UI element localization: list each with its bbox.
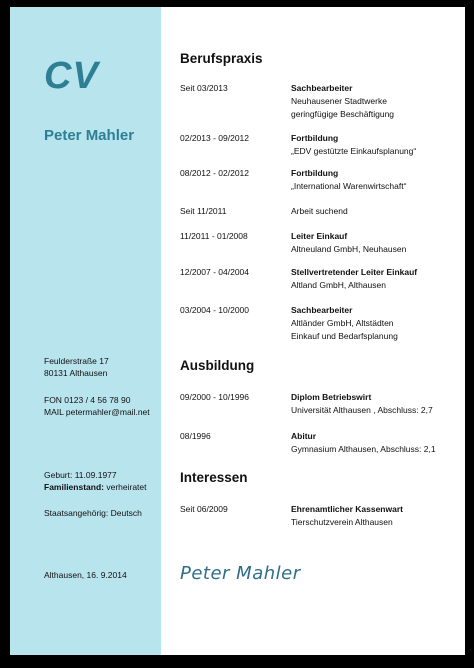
sidebar bbox=[10, 7, 161, 655]
cv-page bbox=[10, 7, 465, 655]
entry-line: Universität Althausen , Abschluss: 2,7 bbox=[291, 405, 433, 415]
signature: Peter Mahler bbox=[180, 563, 301, 584]
entry-details bbox=[291, 82, 461, 121]
main-content bbox=[180, 7, 460, 655]
section-title-experience: Berufspraxis bbox=[180, 51, 263, 66]
entry-date: 02/2013 - 09/2012 bbox=[180, 133, 250, 143]
entry-details bbox=[291, 132, 461, 158]
entry-role: Diplom Betriebswirt bbox=[291, 392, 372, 402]
section-title-interests: Interessen bbox=[180, 470, 248, 485]
entry-line: Altland GmbH, Althausen bbox=[291, 280, 386, 290]
entry-line: Gymnasium Althausen, Abschluss: 2,1 bbox=[291, 444, 436, 454]
entry-role: Leiter Einkauf bbox=[291, 231, 348, 241]
entry-role: Fortbildung bbox=[291, 133, 339, 143]
entry-line: Altländer GmbH, Altstädten bbox=[291, 318, 394, 328]
contact-block bbox=[44, 394, 150, 418]
entry-line: Arbeit suchend bbox=[291, 206, 348, 216]
entry-details bbox=[291, 391, 461, 417]
marital-status bbox=[44, 481, 147, 493]
entry-date: Seit 03/2013 bbox=[180, 83, 228, 93]
entry-details bbox=[291, 230, 461, 256]
email-address: MAIL petermahler@mail.net bbox=[44, 407, 150, 417]
entry-role: Ehrenamtlicher Kassenwart bbox=[291, 504, 403, 514]
entry-role: Stellvertretender Leiter Einkauf bbox=[291, 267, 418, 277]
marital-status-value: verheiratet bbox=[103, 482, 147, 492]
entry-details bbox=[291, 266, 461, 292]
entry-details bbox=[291, 205, 461, 218]
entry-role: Sachbearbeiter bbox=[291, 83, 353, 93]
section-title-education: Ausbildung bbox=[180, 358, 255, 373]
entry-details bbox=[291, 304, 461, 343]
entry-date: 09/2000 - 10/1996 bbox=[180, 392, 250, 402]
entry-date: Seit 11/2011 bbox=[180, 206, 227, 216]
birth-date: Geburt: 11.09.1977 bbox=[44, 470, 117, 480]
nationality: Staatsangehörig: Deutsch bbox=[44, 508, 142, 518]
entry-date: 11/2011 - 01/2008 bbox=[180, 231, 248, 241]
entry-date: 08/1996 bbox=[180, 431, 211, 441]
cv-title: CV bbox=[44, 55, 99, 97]
entry-details bbox=[291, 503, 461, 529]
entry-line: „International Warenwirtschaft“ bbox=[291, 181, 407, 191]
marital-status-label: Familienstand: bbox=[44, 482, 104, 492]
applicant-name: Peter Mahler bbox=[44, 127, 135, 144]
entry-details bbox=[291, 430, 461, 456]
entry-role: Sachbearbeiter bbox=[291, 305, 353, 315]
entry-line: „EDV gestützte Einkaufsplanung“ bbox=[291, 146, 417, 156]
entry-line: Altneuland GmbH, Neuhausen bbox=[291, 244, 407, 254]
entry-date: Seit 06/2009 bbox=[180, 504, 228, 514]
entry-role: Abitur bbox=[291, 431, 317, 441]
phone-number: FON 0123 / 4 56 78 90 bbox=[44, 395, 131, 405]
address-block bbox=[44, 355, 109, 379]
place-date: Althausen, 16. 9.2014 bbox=[44, 570, 127, 580]
entry-line: geringfügige Beschäftigung bbox=[291, 109, 395, 119]
address-street: Feulderstraße 17 bbox=[44, 356, 109, 366]
entry-date: 03/2004 - 10/2000 bbox=[180, 305, 250, 315]
entry-role: Fortbildung bbox=[291, 168, 339, 178]
personal-block bbox=[44, 469, 147, 493]
entry-line: Neuhausener Stadtwerke bbox=[291, 96, 387, 106]
entry-date: 12/2007 - 04/2004 bbox=[180, 267, 250, 277]
address-city: 80131 Althausen bbox=[44, 368, 108, 378]
entry-line: Einkauf und Bedarfsplanung bbox=[291, 331, 398, 341]
entry-details bbox=[291, 167, 461, 193]
entry-date: 08/2012 - 02/2012 bbox=[180, 168, 250, 178]
entry-line: Tierschutzverein Althausen bbox=[291, 517, 393, 527]
